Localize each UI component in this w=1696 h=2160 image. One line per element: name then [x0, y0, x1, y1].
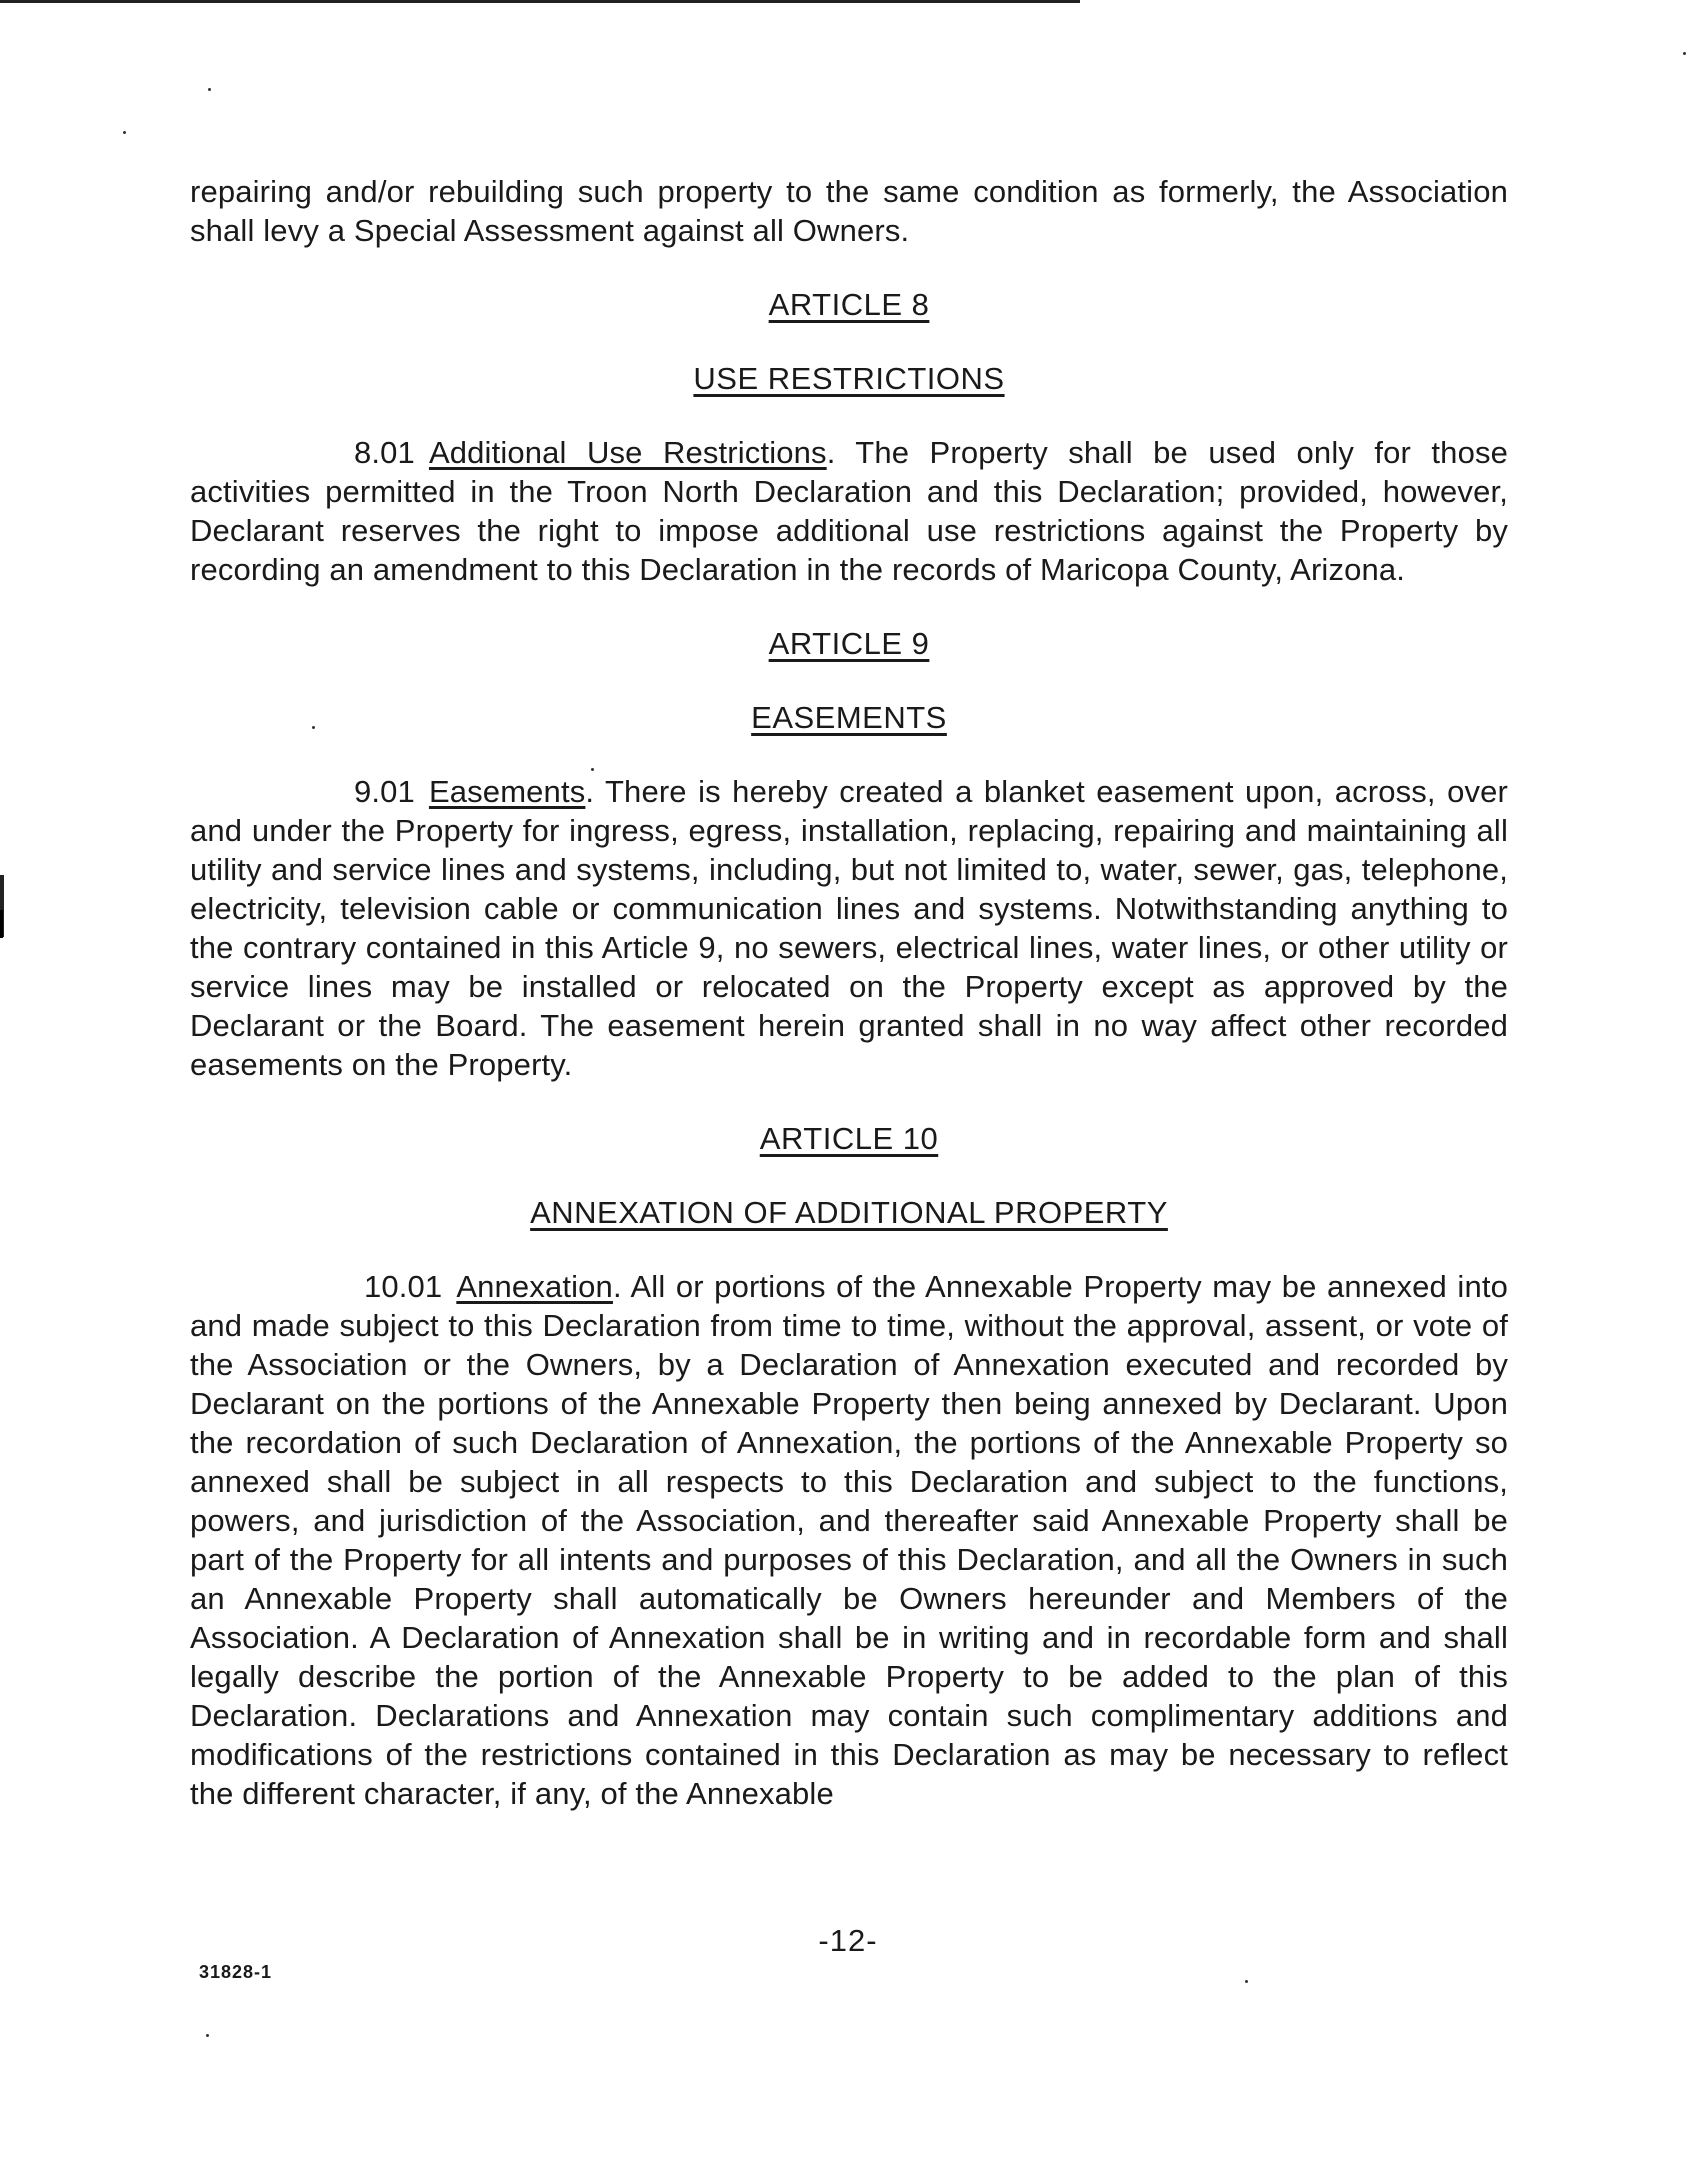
scan-speck	[1683, 52, 1686, 55]
article-9-title: EASEMENTS	[751, 700, 947, 735]
document-id: 31828-1	[199, 1962, 273, 1982]
article-10-label: ARTICLE 10	[759, 1121, 939, 1156]
article-10-title: ANNEXATION OF ADDITIONAL PROPERTY	[530, 1195, 1168, 1230]
intro-paragraph: repairing and/or rebuilding such property to the same condition as formerly, the Association shall levy a Special Assessment against all Owners.	[190, 174, 1508, 248]
scan-speck	[206, 2034, 209, 2037]
section-number: 8.01	[354, 435, 415, 470]
scan-speck	[208, 88, 211, 91]
section-title: Easements	[428, 774, 586, 809]
section-title: Annexation	[456, 1269, 613, 1304]
section-title: Additional Use Restrictions	[428, 435, 827, 470]
section-body: . All or portions of the Annexable Property may be annexed into and made subject to this Declaration from time to time, without the approval, assent, or vote of the Association or the Owners, by a Declaration of Annexation executed and recorded by Declarant on the portions of the Annexable Property then being annexed by Declarant. Upon the recordation of such Declaration of Annexation, the portions of the Annexable Property so annexed shall be subject in all respects to this Declaration and subject to the functions, powers, and jurisdiction of the Association, and thereafter said Annexable Property shall be part of the Property for all intents and purposes of this Declaration, and all the Owners in such an Annexable Property shall automatically be Owners hereunder and Members of the Association. A Declaration of Annexation shall be in writing and in recordable form and shall legally describe the portion of the Annexable Property to be added to the plan of this Declaration. Declarations and Annexation may contain such complimentary additions and modifications of the restrictions contained in this Declaration as may be necessary to reflect the different character, if any, of the Annexable	[190, 1269, 1508, 1811]
article-8-title: USE RESTRICTIONS	[693, 361, 1005, 396]
scan-speck	[1245, 1980, 1248, 1983]
article-8-label: ARTICLE 8	[768, 287, 930, 322]
scan-speck	[123, 131, 126, 134]
page-number: -12-	[818, 1923, 878, 1958]
scan-edge-mark-dark	[0, 910, 3, 938]
section-9-01	[190, 772, 1508, 1084]
section-number: 10.01	[364, 1269, 443, 1304]
section-body: . There is hereby created a blanket easement upon, across, over and under the Property for ingress, egress, installation, replacing, repairing and maintaining all utility and service lines and systems, including, but not limited to, water, sewer, gas, telephone, electricity, television cable or communication lines and systems. Notwithstanding anything to the contrary contained in this Article 9, no sewers, electrical lines, water lines, or other utility or service lines may be installed or relocated on the Property except as approved by the Declarant or the Board. The easement herein granted shall in no way affect other recorded easements on the Property.	[190, 774, 1508, 1082]
section-number: 9.01	[354, 774, 415, 809]
section-8-01	[190, 433, 1508, 589]
section-10-01	[190, 1267, 1508, 1813]
article-9-label: ARTICLE 9	[768, 626, 930, 661]
section-body: . The Property shall be used only for those activities permitted in the Troon North Declaration and this Declaration; provided, however, Declarant reserves the right to impose additional use restrictions against the Property by recording an amendment to this Declaration in the records of Maricopa County, Arizona.	[190, 435, 1508, 587]
scan-top-border	[0, 0, 1080, 3]
document-page	[190, 172, 1508, 1813]
